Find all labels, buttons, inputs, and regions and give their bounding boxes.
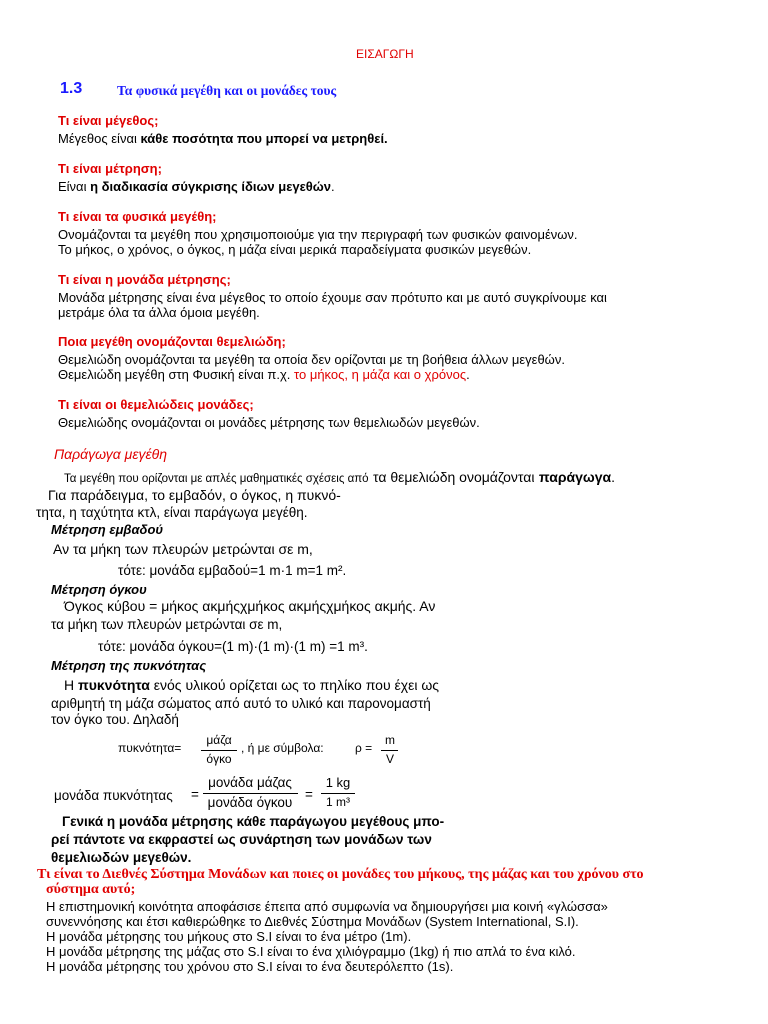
formula-text: , ή με σύμβολα: [241,741,324,755]
density-text: Η πυκνότητα ενός υλικού ορίζεται ως το πηλίκο που έχει ως [64,677,440,693]
formula-density-label: πυκνότητα= [118,741,182,755]
formula-equals: = [305,787,313,802]
general-text: ρεί πάντοτε να εκφραστεί ως συνάρτηση των μονάδων των [51,832,432,847]
derived-heading: Παράγωγα μεγέθη [54,446,167,462]
area-title: Μέτρηση εμβαδού [51,522,164,537]
general-text: θεμελιωδών μεγεθών. [51,850,192,865]
formula-numerator: 1 kg [325,775,351,790]
answer-line: Θεμελιώδη ονομάζονται τα μεγέθη τα οποία δεν ορίζονται με τη βοήθεια άλλων μεγεθών. [58,352,565,367]
question: Τι είναι η μονάδα μέτρησης; [58,272,231,287]
derived-example: τητα, η ταχύτητα κτλ, είναι παράγωγα μεγέθη. [36,505,308,520]
formula-denominator: όγκο [206,752,232,766]
volume-text: τα μήκη των πλευρών μετρώνται σε m, [51,617,283,632]
density-text: αριθμητή τη μάζα σώματος από αυτό το υλικό και παρονομαστή [51,696,431,711]
derived-example: Για παράδειγμα, το εμβαδόν, ο όγκος, η πυκνό- [48,487,341,503]
answer-line: Το μήκος, ο χρόνος, ο όγκος, η μάζα είναι μερικά παραδείγματα φυσικών μεγεθών. [58,242,532,257]
formula-equals: = [191,787,199,802]
si-text: Η μονάδα μέτρησης της μάζας στο S.I είναι το ένα χιλιόγραμμο (1kg) ή πιο απλά το ένα κιλό. [46,944,576,959]
formula-unit-label: μονάδα πυκνότητας [54,788,173,803]
fraction-bar [321,793,355,794]
formula-rho: ρ = [355,741,373,755]
si-question: σύστημα αυτό; [46,882,136,897]
formula-denominator: μονάδα όγκου [207,795,293,810]
si-text: συνεννόησης και έτσι καθιερώθηκε το Διεθνές Σύστημα Μονάδων (System International, S.I). [46,914,579,929]
page-header: ΕΙΣΑΓΩΓΗ [356,47,414,61]
section-title: Τα φυσικά μεγέθη και οι μονάδες τους [117,83,337,98]
fraction-bar [203,793,298,794]
area-text: Αν τα μήκη των πλευρών μετρώνται σε m, [53,541,313,557]
volume-text: τότε: μονάδα όγκου=(1 m)·(1 m)·(1 m) =1 m³. [98,639,368,654]
general-text: Γενικά η μονάδα μέτρησης κάθε παράγωγου μεγέθους μπο- [62,814,445,829]
formula-denominator: V [385,752,394,766]
formula-denominator: 1 m³ [326,795,350,809]
area-text: τότε: μονάδα εμβαδού=1 m·1 m=1 m². [118,563,347,578]
answer-line: μετράμε όλα τα άλλα όμοια μεγέθη. [58,305,260,320]
answer-line: Ονομάζονται τα μεγέθη που χρησιμοποιούμε για την περιγραφή των φυσικών φαινομένων. [58,227,578,242]
question: Τι είναι οι θεμελιώδεις μονάδες; [58,397,254,412]
si-text: Η μονάδα μέτρησης του χρόνου στο S.I είναι το ένα δευτερόλεπτο (1s). [46,959,454,974]
si-text: Η μονάδα μέτρησης του μήκους στο S.I είναι το ένα μέτρο (1m). [46,929,412,944]
question: Ποια μεγέθη ονομάζονται θεμελιώδη; [58,334,286,349]
formula-numerator: m [385,733,395,747]
formula-numerator: μονάδα μάζας [208,775,292,790]
question: Τι είναι τα φυσικά μεγέθη; [58,209,217,224]
answer-line: Μονάδα μέτρησης είναι ένα μέγεθος το οποίο έχουμε σαν πρότυπο και με αυτό συγκρίνουμε και [58,290,607,305]
formula-numerator: μάζα [206,733,232,747]
density-text: τον όγκο του. Δηλαδή [51,712,179,727]
fraction-bar [201,750,237,751]
density-title: Μέτρηση της πυκνότητας [51,658,207,673]
si-question: Τι είναι το Διεθνές Σύστημα Μονάδων και ποιες οι μονάδες του μήκους, της μάζας και του χρόνου στο [37,867,644,882]
question: Τι είναι μέτρηση; [58,161,162,176]
answer-line: Θεμελιώδης ονομάζονται οι μονάδες μέτρησης των θεμελιωδών μεγεθών. [58,415,480,430]
section-number: 1.3 [60,80,83,97]
si-text: Η επιστημονική κοινότητα αποφάσισε έπειτα από συμφωνία να δημιουργήσει μια κοινή «γλώσσα» [46,899,608,914]
answer-line: Θεμελιώδη μεγέθη στη Φυσική είναι π.χ. το μήκος, η μάζα και ο χρόνος. [58,367,470,382]
question: Τι είναι μέγεθος; [58,113,159,128]
answer: Είναι η διαδικασία σύγκρισης ίδιων μεγεθών. [58,179,335,194]
answer: Μέγεθος είναι κάθε ποσότητα που μπορεί να μετρηθεί. [58,131,388,146]
fraction-bar [381,750,398,751]
volume-text: Όγκος κύβου = μήκος ακμήςχμήκος ακμήςχμήκος ακμής. Αν [64,598,436,614]
derived-intro: Τα μεγέθη που ορίζονται με απλές μαθηματικές σχέσεις από τα θεμελιώδη ονομάζονται παράγωγα. [64,469,616,485]
volume-title: Μέτρηση όγκου [51,582,147,597]
